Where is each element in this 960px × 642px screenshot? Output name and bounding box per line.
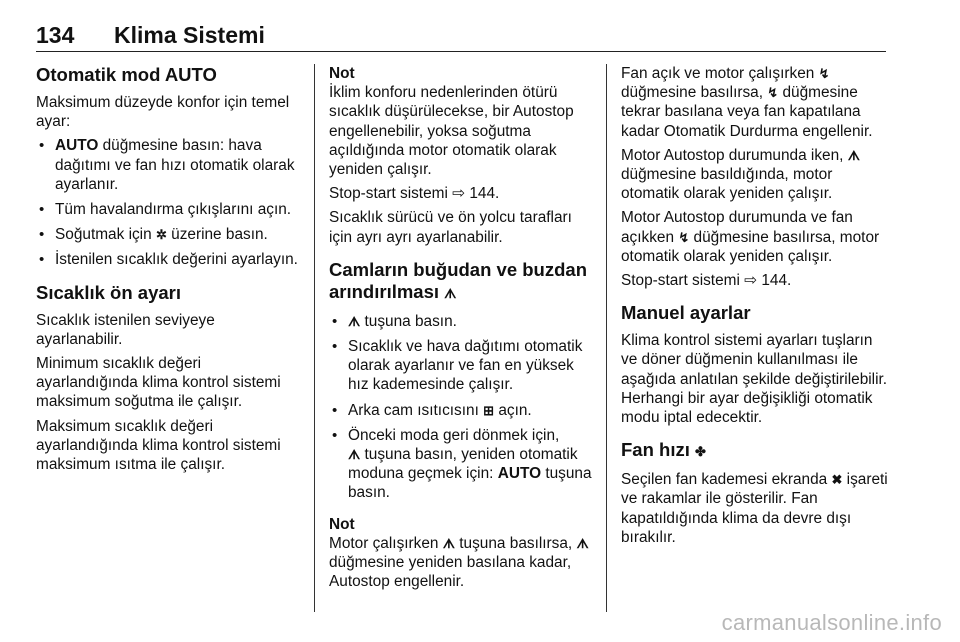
column-2 xyxy=(329,64,593,596)
heading-fan-speed xyxy=(621,439,889,463)
list-item xyxy=(329,312,593,331)
list-item-text: Soğutmak için xyxy=(55,226,156,244)
xref-page: 144. xyxy=(465,185,500,203)
paragraph xyxy=(621,64,889,141)
column-divider xyxy=(314,64,315,612)
auto-label: AUTO xyxy=(55,137,99,155)
arrow-icon: ⇨ xyxy=(452,185,466,203)
para-fragment: Motor Autostop durumunda iken, xyxy=(621,146,848,164)
column-1 xyxy=(36,64,304,479)
column-3 xyxy=(621,64,889,552)
header-divider xyxy=(36,51,886,52)
list-item xyxy=(36,200,304,219)
para-fragment: düğmesine tekrar basılana veya fan kapatılana kadar Otomatik Durdurma engellenir. xyxy=(621,84,873,140)
paragraph: Klima kontrol sistemi ayarları tuşların ve döner düğmenin kullanılması ile aşağıda anlatılan şekilde değiştirilebilir. Herhangi bir ayar değişikliği otomatik modu iptal edecektir. xyxy=(621,332,888,427)
paragraph: Sıcaklık istenilen seviyeye ayarlanabilir. xyxy=(36,311,215,348)
list-item-text: tuşuna basın, yeniden otomatik moduna geçmek için: xyxy=(348,446,578,483)
list-item-text: Önceki moda geri dönmek için, xyxy=(348,426,560,444)
paragraph: Minimum sıcaklık değeri ayarlandığında klima kontrol sistemi maksimum soğutma ile çalışır. xyxy=(36,355,281,411)
xref-text: Stop-start sistemi xyxy=(329,185,453,203)
fan-icon: ↯ xyxy=(818,66,830,81)
cross-reference xyxy=(329,184,593,203)
column-divider xyxy=(606,64,607,612)
heading-defrost xyxy=(329,259,593,305)
xref-page: 144. xyxy=(757,272,792,290)
note-heading: Not xyxy=(329,515,355,533)
para-fragment: düğmesine basılırsa, xyxy=(621,84,768,102)
heading-manual: Manuel ayarlar xyxy=(621,302,751,324)
paragraph xyxy=(621,146,889,204)
defrost-icon: ᗑ xyxy=(576,535,589,551)
list-item-text: açın. xyxy=(494,401,532,419)
list-item-text: tuşuna basın. xyxy=(360,312,457,330)
fan-icon: ↯ xyxy=(767,85,779,101)
list-item xyxy=(329,337,593,395)
defrost-icon: ᗑ xyxy=(348,313,361,329)
list-item-text: tuşuna basın. xyxy=(348,465,592,502)
list-item-text: düğmesine basın: hava dağıtımı ve fan hızı otomatik olarak ayarlanır. xyxy=(55,137,295,193)
paragraph: Maksimum düzeyde konfor için temel ayar: xyxy=(36,94,290,131)
defrost-icon: ᗑ xyxy=(442,535,455,551)
paragraph: Sıcaklık sürücü ve ön yolcu tarafları için ayrı ayrı ayarlanabilir. xyxy=(329,209,572,246)
rear-window-heater-icon: ⊞ xyxy=(483,402,495,418)
xref-text: Stop-start sistemi xyxy=(621,272,745,290)
page-number: 134 xyxy=(36,22,75,48)
paragraph xyxy=(621,208,889,266)
cross-reference xyxy=(621,271,889,290)
note-fragment: tuşuna basılırsa, xyxy=(455,534,577,552)
watermark: carmanualsonline.info xyxy=(721,610,942,635)
fan-speed-icon: ✤ xyxy=(695,444,706,460)
defrost-icon: ᗑ xyxy=(847,147,860,163)
list-item-text: Tüm havalandırma çıkışlarını açın. xyxy=(55,201,292,219)
paragraph: Maksimum sıcaklık değeri ayarlandığında klima kontrol sistemi maksimum ısıtma ile çalışır. xyxy=(36,417,281,474)
para-fragment: düğmesine basıldığında, motor otomatik olarak yeniden çalışır. xyxy=(621,166,833,203)
ac-snowflake-icon: ✲ xyxy=(155,227,167,243)
defrost-icon: ᗑ xyxy=(444,285,457,301)
list-item xyxy=(36,225,304,244)
auto-label: AUTO xyxy=(497,465,542,483)
note-heading: Not xyxy=(329,65,355,82)
fan-icon: ↯ xyxy=(678,229,690,245)
list-item-text: Arka cam ısıtıcısını xyxy=(348,401,484,419)
list-item xyxy=(329,401,593,420)
arrow-icon: ⇨ xyxy=(744,272,758,290)
paragraph xyxy=(621,470,889,547)
heading-text: Fan hızı xyxy=(621,439,690,461)
note-text xyxy=(329,534,593,592)
defrost-icon: ᗑ xyxy=(348,447,361,463)
list-item-text: İstenilen sıcaklık değerini ayarlayın. xyxy=(55,251,298,269)
note-text: İklim konforu nedenlerinden ötürü sıcaklık düşürülecekse, bir Autostop engellenebilir, yoksa soğutma açıldığında motor otomatik olarak yeniden çalışır. xyxy=(329,84,574,179)
page-title: Klima Sistemi xyxy=(114,22,265,48)
heading-auto-mode: Otomatik mod AUTO xyxy=(36,64,217,85)
bullet-list xyxy=(329,312,593,503)
para-fragment: işareti ve rakamlar ile gösterilir. Fan kapatıldığında klima da devre dışı bırakılır. xyxy=(621,471,888,546)
para-fragment: Motor Autostop durumunda ve fan açıkken xyxy=(621,209,853,246)
note-fragment: Motor çalışırken xyxy=(329,534,443,552)
list-item xyxy=(36,136,304,194)
note-fragment: düğmesine yeniden basılana kadar, Autostop engellenir. xyxy=(329,554,572,591)
list-item-text: üzerine basın. xyxy=(166,226,268,244)
para-fragment: Seçilen fan kademesi ekranda xyxy=(621,471,832,489)
list-item xyxy=(329,426,593,503)
para-fragment: düğmesine basılırsa, motor otomatik olarak yeniden çalışır. xyxy=(621,228,880,265)
heading-temperature: Sıcaklık ön ayarı xyxy=(36,281,182,303)
list-item-text: Sıcaklık ve hava dağıtımı otomatik olarak ayarlanır ve fan en yüksek hız kademesinde çalışır. xyxy=(348,338,583,394)
fan-display-icon: ✖ xyxy=(831,472,843,488)
bullet-list xyxy=(36,136,304,269)
list-item xyxy=(36,250,304,269)
para-fragment: Fan açık ve motor çalışırken xyxy=(621,65,819,82)
heading-text: Camların buğudan ve buzdan arındırılması xyxy=(329,258,587,302)
